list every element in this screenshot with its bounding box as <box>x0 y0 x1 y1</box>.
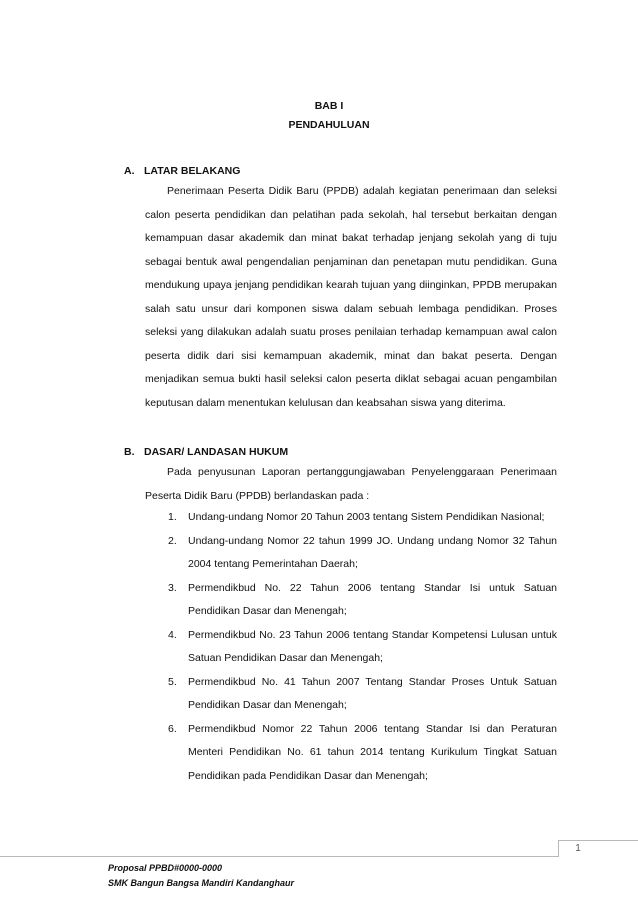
legal-basis-list <box>168 506 557 788</box>
footer-rule <box>0 856 558 857</box>
list-item-text: Permendikbud No. 22 Tahun 2006 tentang Standar Isi untuk Satuan Pendidikan Dasar dan Menengah; <box>188 581 557 617</box>
list-item-number: 3. <box>168 581 177 594</box>
list-item <box>168 624 557 671</box>
list-item <box>168 530 557 577</box>
list-item-number: 6. <box>168 722 177 735</box>
section-b-title <box>124 445 288 459</box>
section-a-letter: A. <box>124 165 135 177</box>
section-a-heading: LATAR BELAKANG <box>144 165 241 177</box>
list-item <box>168 718 557 789</box>
footer-school-name: SMK Bangun Bangsa Mandiri Kandanghaur <box>108 878 295 888</box>
section-b-letter: B. <box>124 446 135 458</box>
list-item <box>168 671 557 718</box>
footer-proposal-id: Proposal PPBD#0000-0000 <box>108 863 223 873</box>
list-item-number: 5. <box>168 675 177 688</box>
section-b-paragraph: Pada penyusunan Laporan pertanggungjawaban Penyelenggaraan Penerimaan Peserta Didik Baru (PPDB) berlandaskan pada : <box>145 466 557 502</box>
list-item <box>168 577 557 624</box>
list-item-text: Permendikbud Nomor 22 Tahun 2006 tentang Standar Isi dan Peraturan Menteri Pendidikan No. 61 tahun 2014 tentang Kurikulum Tingkat Satuan Pendidikan pada Pendidikan Dasar dan Menengah; <box>188 722 557 782</box>
list-item-text: Permendikbud No. 23 Tahun 2006 tentang Standar Kompetensi Lulusan untuk Satuan Pendidikan Dasar dan Menengah; <box>188 628 557 664</box>
list-item-text: Undang-undang Nomor 20 Tahun 2003 tentang Sistem Pendidikan Nasional; <box>188 511 545 523</box>
section-a-paragraph: Penerimaan Peserta Didik Baru (PPDB) adalah kegiatan penerimaan dan seleksi calon peserta pendidikan dan pelatihan pada sekolah, hal tersebut berkaitan dengan kemampuan dasar akademik dan minat bakat terhadap jenjang sekolah yang di tuju sebagai bentuk awal pengendalian penjaminan dan penetapan mutu pendidikan. Guna mendukung upaya jenjang pendidikan kearah tujuan yang diinginkan, PPDB merupakan salah satu unsur dari komponen siswa dalam sebuah lembaga pendidikan. Proses seleksi yang dilakukan adalah suatu proses penilaian terhadap kemampuan awal calon peserta didik dari sisi kemampuan akademik, minat dan bakat peserta. Dengan menjadikan semua bukti hasil seleksi calon peserta diklat sebagai acuan pengambilan keputusan dalam menentukan kelulusan dan keabsahan siswa yang diterima. <box>145 185 557 409</box>
section-b-heading: DASAR/ LANDASAN HUKUM <box>144 446 289 458</box>
chapter-number: BAB I <box>314 100 344 112</box>
list-item <box>168 506 557 530</box>
page-number: 1 <box>575 843 581 854</box>
chapter-heading <box>0 97 638 135</box>
list-item-number: 2. <box>168 534 177 547</box>
list-item-text: Undang-undang Nomor 22 tahun 1999 JO. Undang undang Nomor 32 Tahun 2004 tentang Pemerintahan Daerah; <box>188 534 557 570</box>
page-number-rule <box>558 840 638 841</box>
section-a-title <box>124 164 240 178</box>
list-item-number: 1. <box>168 511 177 523</box>
chapter-title: PENDAHULUAN <box>288 119 370 131</box>
list-item-number: 4. <box>168 628 177 641</box>
list-item-text: Permendikbud No. 41 Tahun 2007 Tentang Standar Proses Untuk Satuan Pendidikan Dasar dan Menengah; <box>188 675 557 711</box>
